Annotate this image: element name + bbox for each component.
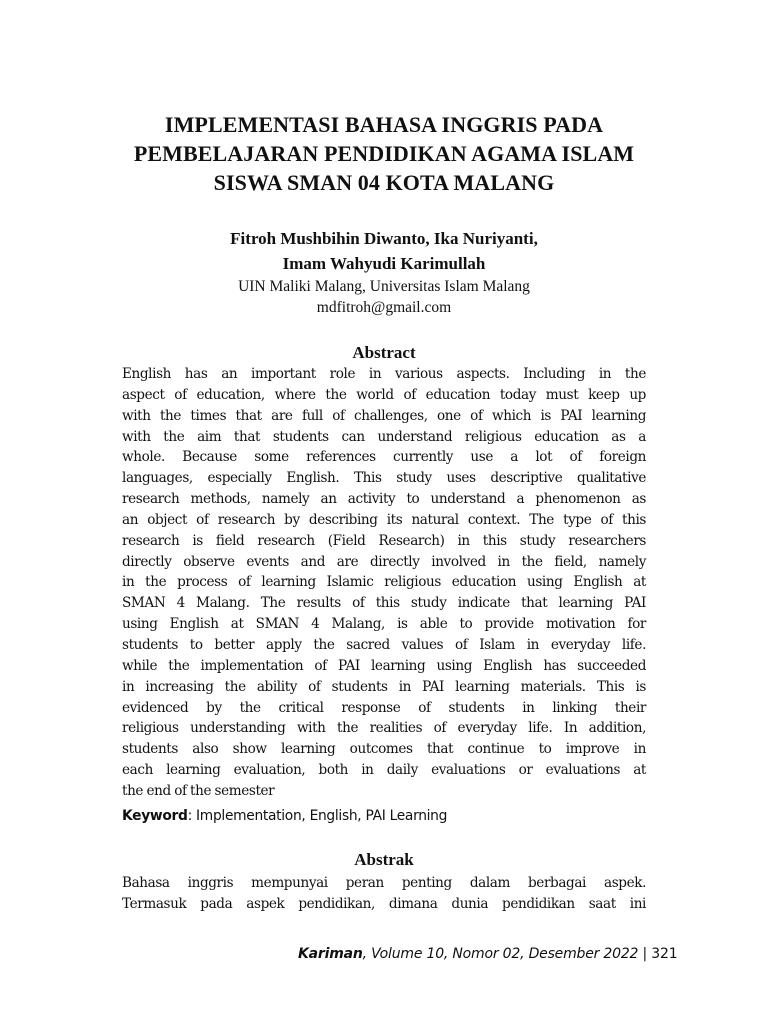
paper-title	[0, 110, 768, 197]
abstract-line: research is field research (Field Research) in this study researchers	[122, 532, 646, 549]
abstrak-body	[122, 873, 646, 915]
abstract-line: the end of the semester	[122, 782, 275, 799]
abstract-line: religious understanding with the realities of everyday life. In addition,	[122, 720, 646, 737]
keyword-line	[122, 808, 682, 824]
email-address: mdfitroh@gmail.com	[316, 299, 452, 316]
abstract-line: languages, especially English. This study uses descriptive qualitative	[122, 470, 646, 487]
abstrak-line: Bahasa inggris mempunyai peran penting dalam berbagai aspek.	[122, 875, 646, 891]
abstract-line: each learning evaluation, both in daily evaluations or evaluations at	[122, 762, 646, 779]
abstract-line: while the implementation of PAI learning using English has succeeded	[122, 657, 646, 674]
keyword-label: Keyword	[122, 808, 188, 824]
title-line: IMPLEMENTASI BAHASA INGGRIS PADA	[164, 112, 604, 137]
abstract-line: with the times that are full of challenges, one of which is PAI learning	[122, 407, 646, 424]
keyword-text: : Implementation, English, PAI Learning	[187, 808, 448, 824]
abstrak-heading: Abstrak	[354, 850, 414, 869]
abstract-line: students also show learning outcomes that continue to improve in	[122, 741, 646, 758]
abstract-line: SMAN 4 Malang. The results of this study indicate that learning PAI	[122, 595, 646, 612]
affiliation-block	[0, 276, 768, 318]
abstract-body	[122, 364, 646, 802]
abstract-line: in increasing the ability of students in PAI learning materials. This is	[122, 678, 646, 695]
abstract-line: research methods, namely an activity to understand a phenomenon as	[122, 491, 646, 508]
abstract-line: aspect of education, where the world of education today must keep up	[122, 386, 646, 403]
abstract-line: using English at SMAN 4 Malang, is able to provide motivation for	[122, 616, 646, 633]
author-line: Imam Wahyudi Karimullah	[282, 254, 486, 273]
abstract-line: an object of research by describing its natural context. The type of this	[122, 511, 646, 528]
abstract-line: evidenced by the critical response of students in linking their	[122, 699, 646, 716]
abstract-line: with the aim that students can understand religious education as a	[122, 428, 646, 445]
page-number: 321	[651, 946, 678, 962]
abstract-line: English has an important role in various aspects. Including in the	[122, 366, 646, 382]
author-list	[0, 226, 768, 276]
abstract-line: directly observe events and are directly involved in the field, namely	[122, 553, 646, 570]
abstract-line: students to better apply the sacred values of Islam in everyday life.	[122, 636, 646, 653]
author-line: Fitroh Mushbihin Diwanto, Ika Nuriyanti,	[230, 229, 538, 248]
abstract-heading: Abstract	[352, 343, 416, 362]
journal-issue: , Volume 10, Nomor 02, Desember 2022	[362, 946, 639, 962]
title-line: SISWA SMAN 04 KOTA MALANG	[213, 170, 555, 195]
journal-name: Kariman	[298, 946, 363, 962]
footer-separator: |	[638, 946, 652, 962]
affiliation: UIN Maliki Malang, Universitas Islam Malang	[238, 278, 530, 295]
page-footer	[298, 946, 698, 962]
abstrak-line: Termasuk pada aspek pendidikan, dimana dunia pendidikan saat ini	[122, 895, 646, 912]
title-line: PEMBELAJARAN PENDIDIKAN AGAMA ISLAM	[133, 141, 635, 166]
abstract-line: in the process of learning Islamic religious education using English at	[122, 574, 646, 591]
abstract-line: whole. Because some references currently use a lot of foreign	[122, 449, 646, 466]
